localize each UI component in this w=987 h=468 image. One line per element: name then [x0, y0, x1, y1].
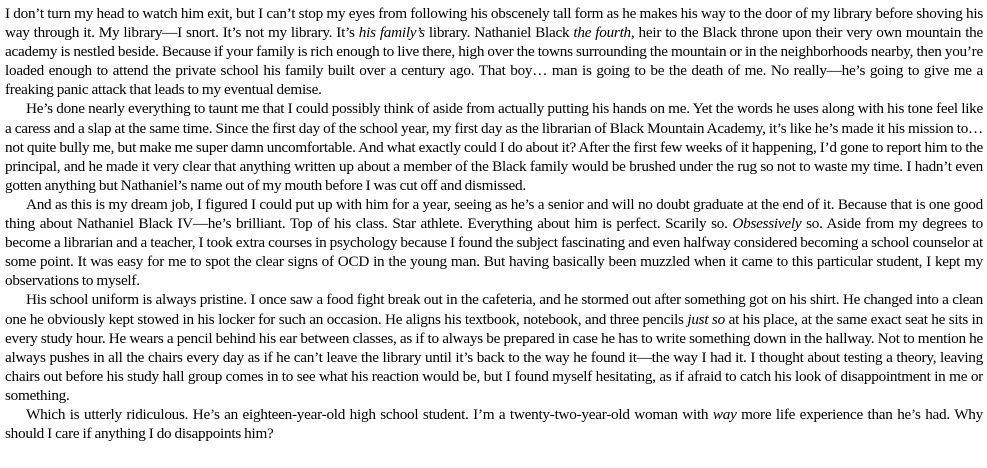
- paragraph-3-text: so. Aside from my degrees to become a librarian and a teacher, I took extra courses in psychology because I found the subject fascinating and even halfway considered becoming a school counselor at some point. It was easy for me to spot the clear signs of OCD in the young man. But having basically been muzzled when it came to this particular student, I kept my observations to myself.: [5, 215, 983, 290]
- paragraph-4-text: His school uniform is always pristine. I once saw a food fight break out in the cafeteria, and he stormed out after something got on his shirt. He changed into a clean one he obviously kept stowed in his locker for such an occasion. He aligns his textbook, notebook, and three pencils: [5, 291, 983, 328]
- paragraph-1-text: library. Nathaniel Black: [424, 24, 574, 42]
- paragraph-1-italic-fourth: the fourth: [573, 24, 631, 42]
- paragraph-5-text: Which is utterly ridiculous. He’s an eighteen-year-old high school student. I’m a twenty-two-year-old woman with: [26, 405, 713, 423]
- paragraph-3-text: And as this is my dream job, I figured I could put up with him for a year, seeing as he’s a senior and will no doubt graduate at the end of it. Because that is one good thing about Nathaniel Black IV—he’s brilliant. Top of his class. Star athlete. Everything about him is perfect. Scarily so.: [5, 195, 983, 233]
- paragraph-3: [5, 195, 983, 290]
- paragraph-2: [5, 99, 983, 194]
- paragraph-1-text: I don’t turn my head to watch him exit, but I can’t stop my eyes from following his obscenely tall form as he makes his way to the door of my library before shoving his way through it. My library—I snort. It’s not my library. It’s: [5, 5, 983, 42]
- paragraph-1-italic-families: his family’s: [358, 24, 425, 42]
- paragraph-2-text: He’s done nearly everything to taunt me that I could possibly think of aside from actually putting his hands on me. Yet the words he uses along with his tone feel like a caress and a slap at the same time. Since the first day of the school year, my first day as the librarian of Black Mountain Academy, it’s like he’s made it his mission to… not quite bully me, but make me super damn uncomfortable. And what exactly could I do about it? After the first few weeks of it happening, I’d gone to report him to the principal, and he made it very clear that anything written up about a member of the Black family would be brushed under the rug so not to waste my time. I hadn’t even gotten anything but Nathaniel’s name out of my mouth before I was cut off and dismissed.: [5, 100, 983, 194]
- paragraph-4: [5, 290, 983, 405]
- paragraph-3-italic-obsessively: Obsessively: [732, 215, 802, 233]
- paragraph-5-italic-way: way: [712, 405, 737, 423]
- paragraph-4-text: at his place, at the same exact seat he sits in every study hour. He wears a pencil behind his ear between classes, as if to always be prepared in case he has to write something down in the hallway. Not to mention he always pushes in all the chairs every day as if he can’t leave the library until it’s back to the way he found it—the way I had it. I thought about testing a theory, leaving chairs out before his study hall group comes in to see what his reaction would be, but I found myself hesitating, as if afraid to catch his look of disappointment in me or something.: [5, 310, 983, 404]
- paragraph-1: [5, 4, 983, 99]
- paragraph-1-text: , heir to the Black throne upon their very own mountain the academy is nestled beside. Because if your family is rich enough to live there, high over the towns surrounding the mountain or in the neighborhoods nearby, then you’re loaded enough to attend the private school his family built over a century ago. That boy… man is going to be the death of me. No really—he’s going to give me a freaking panic attack that leads to my eventual demise.: [5, 24, 983, 99]
- paragraph-5: [5, 405, 983, 443]
- paragraph-5-text: more life experience than he’s had. Why should I care if anything I do disappoints him?: [5, 405, 983, 443]
- paragraph-4-italic-just-so: just so: [687, 310, 725, 328]
